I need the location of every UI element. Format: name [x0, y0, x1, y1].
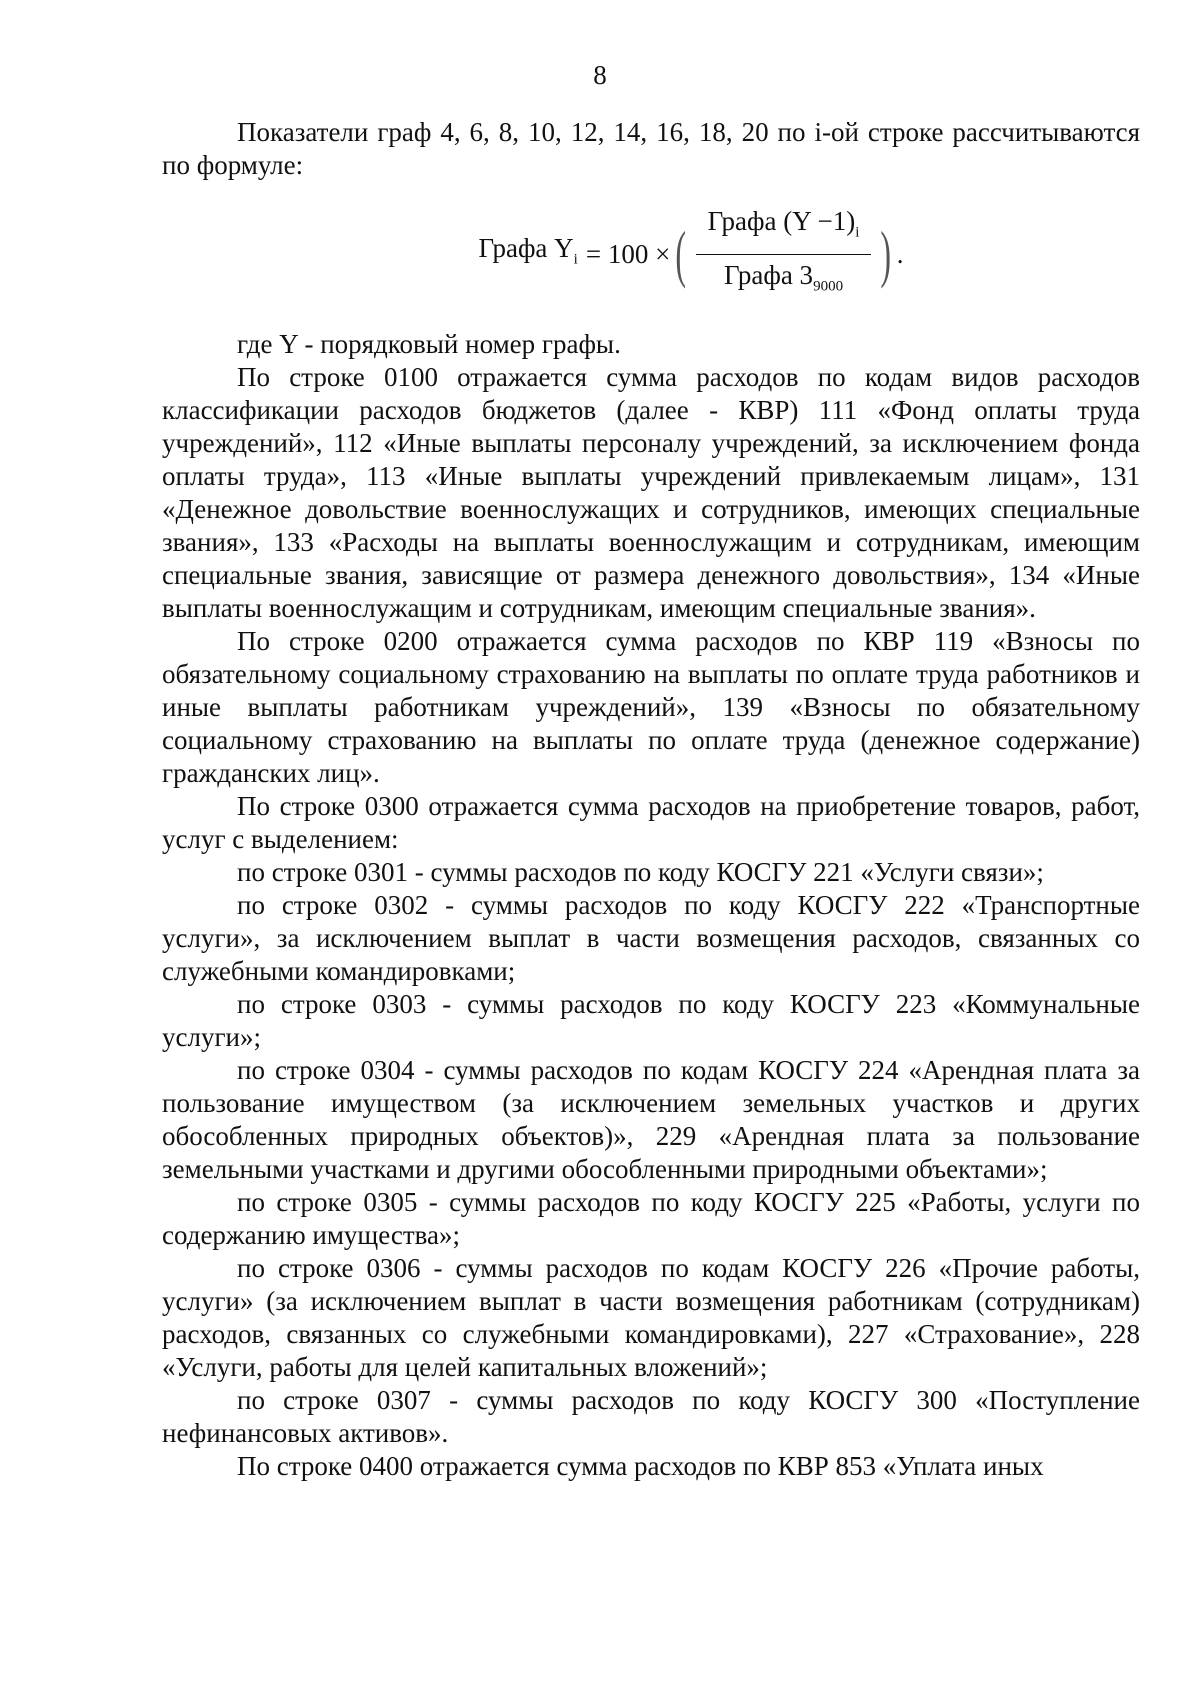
paragraph: по строке 0303 - суммы расходов по коду КОСГУ 223 «Коммунальные услуги»;: [162, 989, 1140, 1052]
paragraph: По строке 0300 отражается сумма расходов на приобретение товаров, работ, услуг с выделением:: [162, 791, 1140, 854]
formula: [162, 200, 1140, 308]
paragraph: по строке 0306 - суммы расходов по кодам КОСГУ 226 «Прочие работы, услуги» (за исключением выплат в части возмещения работникам (сотрудникам) расходов, связанных со служебными командировками), 227 «Страхование», 228 «Услуги, работы для целей капитальных вложений»;: [162, 1253, 1140, 1382]
paragraph: по строке 0301 - суммы расходов по коду КОСГУ 221 «Услуги связи»;: [237, 857, 1044, 887]
paragraph: по строке 0305 - суммы расходов по коду КОСГУ 225 «Работы, услуги по содержанию имущества»;: [162, 1187, 1140, 1250]
paragraph: по строке 0302 - суммы расходов по коду КОСГУ 222 «Транспортные услуги», за исключением выплат в части возмещения расходов, связанных со служебными командировками;: [162, 890, 1140, 986]
paragraph: По строке 0400 отражается сумма расходов по КВР 853 «Уплата иных: [237, 1451, 1044, 1481]
paragraph: по строке 0304 - суммы расходов по кодам КОСГУ 224 «Арендная плата за пользование имуществом (за исключением земельных участков и других обособленных природных объектов)», 229 «Арендная плата за пользование земельными участками и другими обособленными природными объектами»;: [162, 1055, 1140, 1184]
left-bracket-icon: (: [675, 218, 687, 289]
formula-numerator: [696, 205, 872, 254]
paragraph: по строке 0307 - суммы расходов по коду КОСГУ 300 «Поступление нефинансовых активов».: [162, 1385, 1140, 1448]
formula-equals: = 100 ×: [585, 238, 671, 269]
page-number: 8: [593, 60, 607, 90]
formula-denominator-subscript: 9000: [813, 277, 844, 294]
formula-numerator-subscript: i: [855, 224, 860, 241]
paragraph: где Y - порядковый номер графы.: [237, 329, 621, 359]
formula-lhs-text: Графа Y: [478, 232, 574, 263]
formula-lhs: [479, 232, 578, 276]
formula-numerator-text: Графа (Y −1): [707, 206, 856, 237]
formula-denominator-text: Графа 3: [723, 259, 814, 290]
paragraph: По строке 0100 отражается сумма расходов по кодам видов расходов классификации расходов бюджетов (далее - КВР) 111 «Фонд оплаты труда учреждений», 112 «Иные выплаты персоналу учреждений, за исключением фонда оплаты труда», 113 «Иные выплаты учреждений привлекаемым лицам», 131 «Денежное довольствие военнослужащих и сотрудников, имеющих специальные звания», 133 «Расходы на выплаты военнослужащим и сотрудникам, имеющим специальные звания, зависящие от размера денежного довольствия», 134 «Иные выплаты военнослужащим и сотрудникам, имеющим специальные звания».: [162, 362, 1140, 623]
paragraph: По строке 0200 отражается сумма расходов по КВР 119 «Взносы по обязательному социальному страхованию на выплаты по оплате труда работников и иные выплаты работникам учреждений», 139 «Взносы по обязательному социальному страхованию на выплаты по оплате труда (денежное содержание) гражданских лиц».: [162, 626, 1140, 788]
formula-denominator: [712, 255, 855, 303]
formula-trailing-period: .: [896, 238, 904, 269]
document-body: [162, 116, 1140, 1483]
intro-paragraph: Показатели граф 4, 6, 8, 10, 12, 14, 16, 18, 20 по i-ой строке рассчитываются по формуле:: [162, 117, 1140, 180]
formula-fraction: [696, 205, 872, 303]
right-bracket-icon: ): [880, 218, 892, 289]
formula-lhs-subscript: i: [573, 251, 578, 268]
formula-bracket-group: [670, 205, 896, 303]
